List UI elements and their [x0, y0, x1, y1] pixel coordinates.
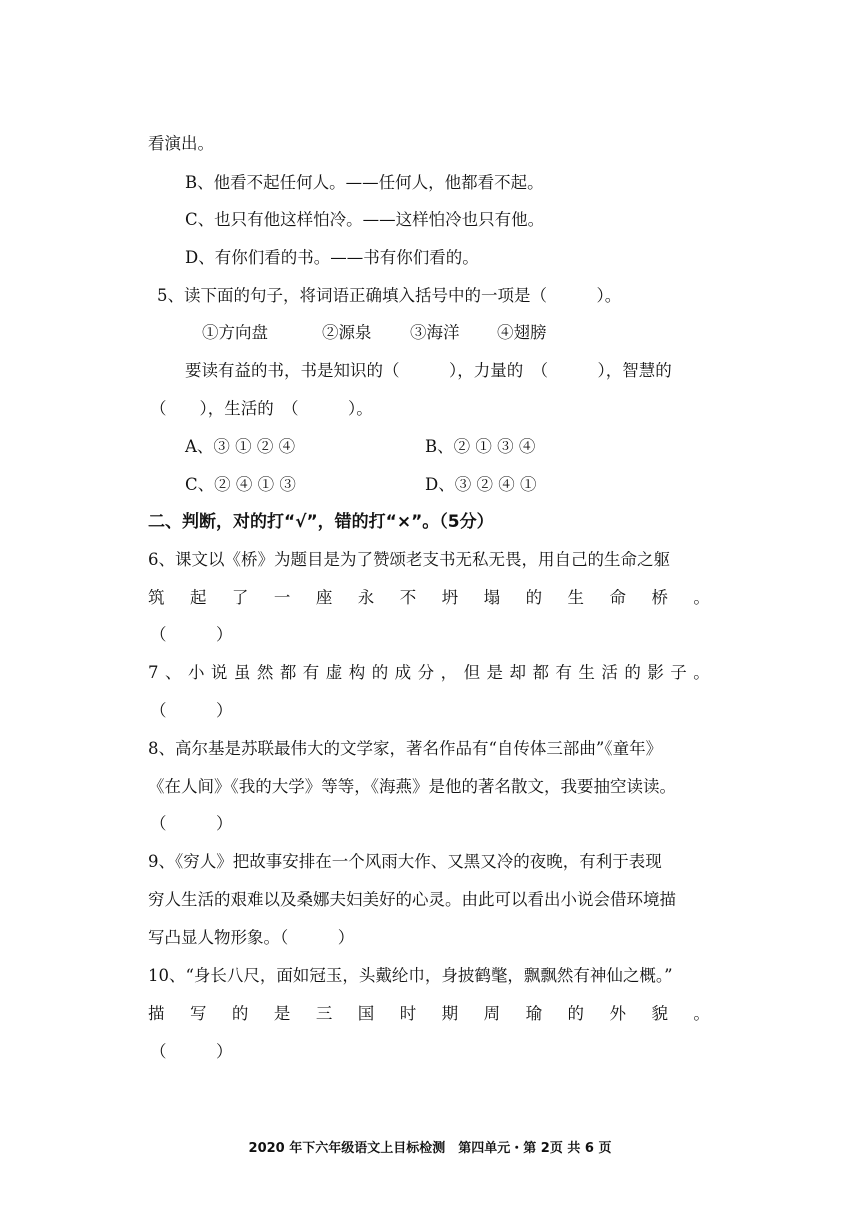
- justified-char: 了: [231, 588, 249, 607]
- q10-line-1: 10、“身长八尺，面如冠玉，头戴纶巾，身披鹤氅，飘飘然有神仙之概。”: [148, 966, 673, 985]
- justified-char: 国: [357, 1004, 375, 1023]
- justified-char: 的: [231, 1004, 249, 1023]
- justified-char: 的: [371, 663, 389, 682]
- justified-char: ，: [440, 663, 458, 682]
- justified-char: 起: [189, 588, 207, 607]
- justified-char: 。: [693, 663, 710, 682]
- justified-char: 有: [555, 663, 572, 682]
- q10-line-2: [148, 1003, 710, 1025]
- justified-char: 成: [394, 663, 412, 682]
- q4-option-c: C、也只有他这样怕冷。——这样怕冷也只有他。: [185, 210, 545, 229]
- q4-option-d: D、有你们看的书。——书有你们看的。: [185, 248, 479, 267]
- justified-char: 时: [399, 1004, 417, 1023]
- justified-char: 虽: [233, 663, 251, 682]
- justified-char: 座: [315, 588, 333, 607]
- q8-line-1: 8、高尔基是苏联最伟大的文学家，著名作品有“自传体三部曲”《童年》: [148, 739, 663, 758]
- justified-char: 写: [189, 1004, 207, 1023]
- justified-char: 都: [532, 663, 549, 682]
- q10-answer-blank: （ ）: [150, 1042, 233, 1061]
- q6-line-1: 6、课文以《桥》为题目是为了赞颂老支书无私无畏，用自己的生命之躯: [148, 550, 670, 569]
- section-2-heading: 二、判断，对的打“√”，错的打“×”。（5分）: [148, 512, 494, 532]
- q5-sentence-line-1: 要读有益的书，书是知识的（ ），力量的 （ ），智慧的: [185, 361, 672, 380]
- justified-char: 活: [601, 663, 618, 682]
- justified-char: 描: [148, 1004, 165, 1023]
- justified-char: 瑜: [525, 1004, 543, 1023]
- justified-char: 是: [486, 663, 504, 682]
- justified-char: 却: [509, 663, 526, 682]
- page-footer: 2020 年下六年级语文上目标检测 第四单元・第 2页 共 6 页: [248, 1141, 612, 1156]
- justified-char: 筑: [148, 588, 165, 607]
- q9-line-3: 写凸显人物形象。（ ）: [148, 928, 355, 947]
- q5-option-b: B、② ① ③ ④: [425, 437, 536, 456]
- q4-continuation: 看演出。: [148, 134, 214, 153]
- q5-option-d: D、③ ② ④ ①: [425, 475, 537, 494]
- justified-char: 的: [525, 588, 543, 607]
- justified-char: 。: [693, 588, 710, 607]
- q8-answer-blank: （ ）: [150, 814, 233, 833]
- q6-answer-blank: （ ）: [150, 625, 233, 644]
- justified-char: 不: [399, 588, 417, 607]
- justified-char: 一: [273, 588, 291, 607]
- justified-char: 有: [302, 663, 320, 682]
- q5-option-a: A、③ ① ② ④: [185, 437, 296, 456]
- justified-char: 生: [578, 663, 595, 682]
- q7-line-1: [148, 662, 710, 684]
- justified-char: 影: [647, 663, 664, 682]
- q4-option-b: B、他看不起任何人。——任何人，他都看不起。: [185, 173, 544, 192]
- q5-option-c: C、② ④ ① ③: [185, 475, 296, 494]
- q5-stem: 5、读下面的句子，将词语正确填入括号中的一项是（ ）。: [157, 286, 622, 305]
- justified-char: 是: [273, 1004, 291, 1023]
- justified-char: 永: [357, 588, 375, 607]
- justified-char: 周: [483, 1004, 501, 1023]
- q5-sentence-line-2: （ ），生活的 （ ）。: [150, 399, 373, 418]
- q8-line-2: 《在人间》《我的大学》等等，《海燕》是他的著名散文，我要抽空读读。: [148, 777, 676, 796]
- q7-answer-blank: （ ）: [150, 701, 233, 720]
- justified-char: 外: [609, 1004, 626, 1023]
- justified-char: 7: [148, 663, 159, 682]
- justified-char: 都: [279, 663, 297, 682]
- q5-word-2: ②源泉: [322, 323, 372, 342]
- justified-char: 分: [417, 663, 435, 682]
- justified-char: 桥: [651, 588, 668, 607]
- justified-char: 的: [624, 663, 641, 682]
- justified-char: 貌: [651, 1004, 668, 1023]
- justified-char: 坍: [441, 588, 459, 607]
- justified-char: 子: [670, 663, 687, 682]
- q5-word-4: ④翅膀: [497, 323, 547, 342]
- justified-char: 塌: [483, 588, 501, 607]
- justified-char: 生: [567, 588, 585, 607]
- justified-char: 小: [187, 663, 205, 682]
- justified-char: 虚: [325, 663, 343, 682]
- justified-char: 命: [609, 588, 626, 607]
- justified-char: 构: [348, 663, 366, 682]
- q9-line-1: 9、《穷人》把故事安排在一个风雨大作、又黑又冷的夜晚，有利于表现: [148, 852, 662, 871]
- q5-word-3: ③海洋: [410, 323, 460, 342]
- justified-char: 说: [210, 663, 228, 682]
- justified-char: 三: [315, 1004, 333, 1023]
- justified-char: 但: [463, 663, 481, 682]
- q9-line-2: 穷人生活的艰难以及桑娜夫妇美好的心灵。由此可以看出小说会借环境描: [148, 890, 676, 909]
- q5-word-1: ①方向盘: [202, 323, 268, 342]
- justified-char: 。: [693, 1004, 710, 1023]
- q6-line-2: [148, 587, 710, 609]
- justified-char: 期: [441, 1004, 459, 1023]
- justified-char: 、: [164, 663, 182, 682]
- justified-char: 的: [567, 1004, 585, 1023]
- justified-char: 然: [256, 663, 274, 682]
